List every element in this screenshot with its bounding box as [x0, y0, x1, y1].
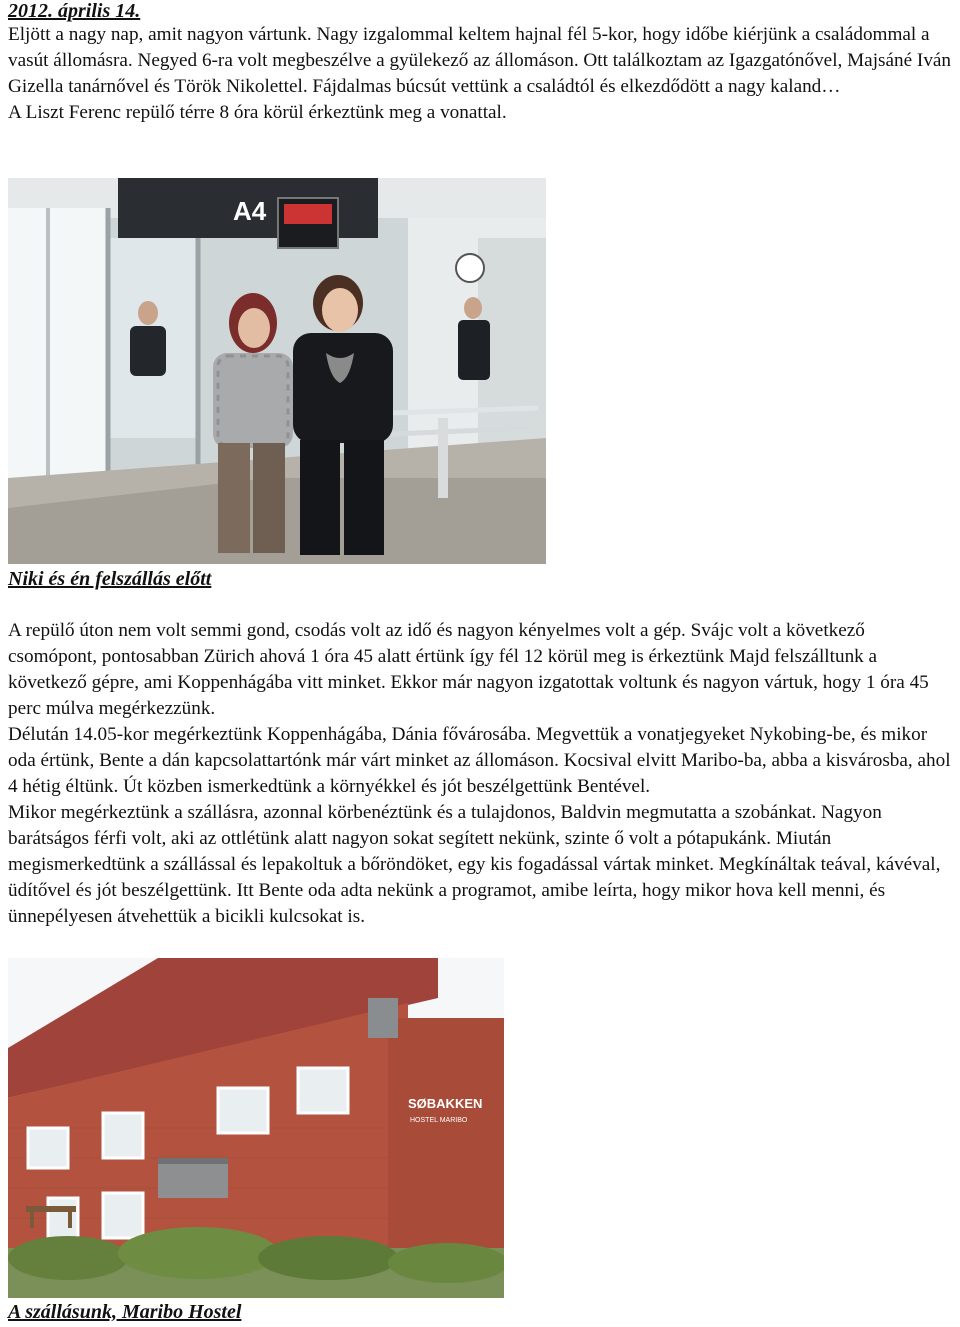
- entry-date: 2012. április 14.: [8, 0, 141, 22]
- hostel-photo: [8, 958, 504, 1298]
- photo-caption: Niki és én felszállás előtt: [8, 568, 212, 590]
- hostel-sign-name: SØBAKKEN: [408, 1096, 483, 1111]
- body-text: [8, 618, 956, 930]
- photo-caption: A szállásunk, Maribo Hostel: [8, 1301, 242, 1323]
- hostel-sign-subtitle: HOSTEL MARIBO: [410, 1117, 468, 1124]
- intro-paragraph: Eljött a nagy nap, amit nagyon vártunk. Nagy izgalommal keltem hajnal fél 5-kor, hogy időbe kiérjünk a családommal a vasút állomásra. Negyed 6-ra volt megbeszélve a gyülekező az állomáson. Ott találkoztam az Igazgatónővel, Majsáné Iván Gizella tanárnővel és Török Nikolettel. Fájdalmas búcsút vettünk a családtól és elkezdődött a nagy kaland…: [8, 24, 952, 97]
- gate-label: A4: [233, 196, 267, 226]
- intro-paragraph: A Liszt Ferenc repülő térre 8 óra körül érkeztünk meg a vonattal.: [8, 102, 507, 123]
- airport-gate-photo: [8, 178, 546, 564]
- body-paragraph: Délután 14.05-kor megérkeztünk Koppenhágába, Dánia fővárosába. Megvettük a vonatjegyeket Nykobing-be, és mikor oda értünk, Bente a dán kapcsolattartónk már várt minket az állomáson. Kocsival elvitt Maribo-ba, abba a kisvárosba, ahol 4 hétig éltünk. Út közben ismerkedtünk a környékkel és jót beszélgettünk Bentével.: [8, 724, 951, 797]
- document-page: [8, 0, 956, 126]
- body-paragraph: Mikor megérkeztünk a szállásra, azonnal körbenéztünk és a tulajdonos, Baldvin megmutatta a szobánkat. Nagyon barátságos férfi volt, aki az ottlétünk alatt nagyon sokat segített nekünk, szinte ő volt a pótapukánk. Miután megismerkedtünk a szállással és lepakoltuk a bőröndöket, egy kis fogadással vártak minket. Megkínáltak teával, kávéval, üdítővel és jót beszélgettünk. Itt Bente oda adta nekünk a programot, amibe leírta, hogy mikor hova kell menni, és ünnepélyesen átvehettük a bicikli kulcsokat is.: [8, 802, 941, 927]
- intro-text: [8, 22, 956, 126]
- body-paragraph: A repülő úton nem volt semmi gond, csodás volt az idő és nagyon kényelmes volt a gép. Svájc volt a következő csomópont, pontosabban Zürich ahová 1 óra 45 alatt értünk így fél 12 körül meg is érkeztünk Majd felszálltunk a következő gépre, ami Koppenhágába vitt minket. Ekkor már nagyon izgatottak voltunk és nagyon vártuk, hogy 1 óra 45 perc múlva megérkezzünk.: [8, 620, 929, 719]
